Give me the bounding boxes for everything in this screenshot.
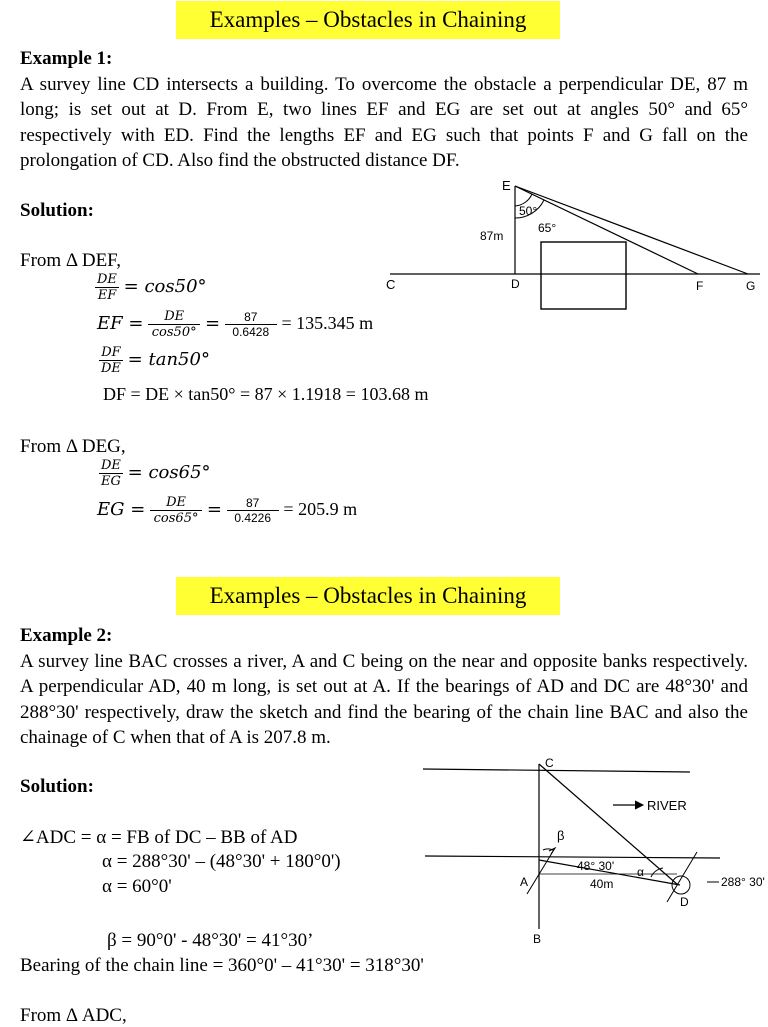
equation-equals: = <box>206 498 222 520</box>
example-1-block <box>20 46 748 174</box>
equation-de-eg <box>99 458 211 489</box>
equation-rhs: = cos65° <box>127 461 211 483</box>
solution-heading: Solution: <box>20 200 94 221</box>
section-banner-2: Examples – Obstacles in Chaining <box>176 577 560 615</box>
section-banner: Examples – Obstacles in Chaining <box>176 1 560 39</box>
equation-lhs: EG = <box>97 498 146 520</box>
equation-ef <box>97 309 373 340</box>
label-d: D <box>511 277 520 291</box>
equation-lhs: EF = <box>97 312 144 334</box>
equation-rhs: = 135.345 m <box>281 312 374 333</box>
label-b: B <box>533 932 542 946</box>
equation-equals: = <box>204 312 221 334</box>
from-triangle-deg: From Δ DEG, <box>20 436 126 457</box>
equation-rhs: = tan50° <box>127 348 210 370</box>
beta-equation: β = 90°0' - 48°30' = 41°30’ <box>107 930 314 951</box>
label-e: E <box>502 178 511 193</box>
label-angle-65: 65° <box>538 221 557 235</box>
alpha-equation: α = 288°30' – (48°30' + 180°0') <box>102 851 341 872</box>
label-alpha: α <box>637 865 644 879</box>
fraction-denominator: EG <box>101 474 121 489</box>
fraction-numerator: 87 <box>227 496 279 511</box>
equation-rhs: = 205.9 m <box>283 498 358 519</box>
angle-adc-line: ∠ADC = α = FB of DC – BB of AD <box>20 827 298 848</box>
label-bearing-48-30: 48° 30' <box>577 859 615 873</box>
equation-de-ef <box>95 272 207 303</box>
label-c: C <box>386 277 396 292</box>
solution-heading-2: Solution: <box>20 776 94 797</box>
label-c: C <box>545 756 554 770</box>
label-length-87m: 87m <box>480 229 504 243</box>
from-triangle-def: From Δ DEF, <box>20 250 121 271</box>
equation-df-result: DF = DE × tan50° = 87 × 1.1918 = 103.68 m <box>103 384 429 404</box>
river-bank-near <box>425 856 720 858</box>
fraction-denominator: DE <box>101 361 121 376</box>
example-1-text: A survey line CD intersects a building. To overcome the obstacle a perpendicular DE, 87 m long; is set out at D. From E, two lines EF and EG are set out at angles 50° and 65° respectively with ED. Find the lengths EF and EG such that points F and G fall on the prolongation of CD. Also find the obstructed distance DF. <box>20 73 748 171</box>
equation-eg <box>97 495 357 526</box>
example-2-block <box>20 623 748 751</box>
example-1-heading: Example 1: <box>20 48 113 69</box>
fraction-denominator: EF <box>97 288 117 303</box>
label-river: RIVER <box>647 798 687 813</box>
label-length-40m: 40m <box>590 877 614 891</box>
building-obstacle-figure <box>380 176 768 310</box>
river-crossing-figure <box>415 754 768 954</box>
example-2-text: A survey line BAC crosses a river, A and C being on the near and opposite banks respectively. A perpendicular AD, 40 m long, is set out at A. If the bearings of AD and DC are 48°30' and 288°30' respectively, draw the sketch and find the bearing of the chain line BAC and also the chainage of C when that of A is 207.8 m. <box>20 650 748 748</box>
label-d: D <box>680 895 689 909</box>
fraction-denominator: cos65° <box>153 511 199 526</box>
from-triangle-adc: From Δ ADC, <box>20 1005 127 1026</box>
label-beta: β <box>557 828 565 843</box>
fraction-denominator: 0.4226 <box>234 511 272 525</box>
fraction-numerator: DE <box>97 272 117 287</box>
fraction-numerator: DE <box>148 309 200 325</box>
fraction-numerator: DE <box>101 458 121 473</box>
building <box>541 242 626 309</box>
fraction-denominator: 0.6428 <box>232 325 270 339</box>
river-bank-far <box>423 769 690 772</box>
fraction-denominator: cos50° <box>151 325 197 340</box>
equation-rhs: = cos50° <box>123 275 207 297</box>
label-a: A <box>520 875 529 889</box>
label-g: G <box>746 279 756 293</box>
label-angle-50: 50° <box>519 204 538 218</box>
label-f: F <box>696 279 704 293</box>
meridian-a <box>527 848 555 894</box>
label-bearing-288-30: 288° 30' <box>721 875 765 889</box>
fraction-numerator: 87 <box>225 310 277 325</box>
example-2-heading: Example 2: <box>20 625 113 646</box>
alpha-result: α = 60°0' <box>102 876 172 897</box>
equation-df-de <box>99 345 210 376</box>
fraction-numerator: DF <box>99 345 123 361</box>
fraction-numerator: DE <box>150 495 202 511</box>
bearing-chain-line: Bearing of the chain line = 360°0' – 41°30' = 318°30' <box>20 955 424 976</box>
